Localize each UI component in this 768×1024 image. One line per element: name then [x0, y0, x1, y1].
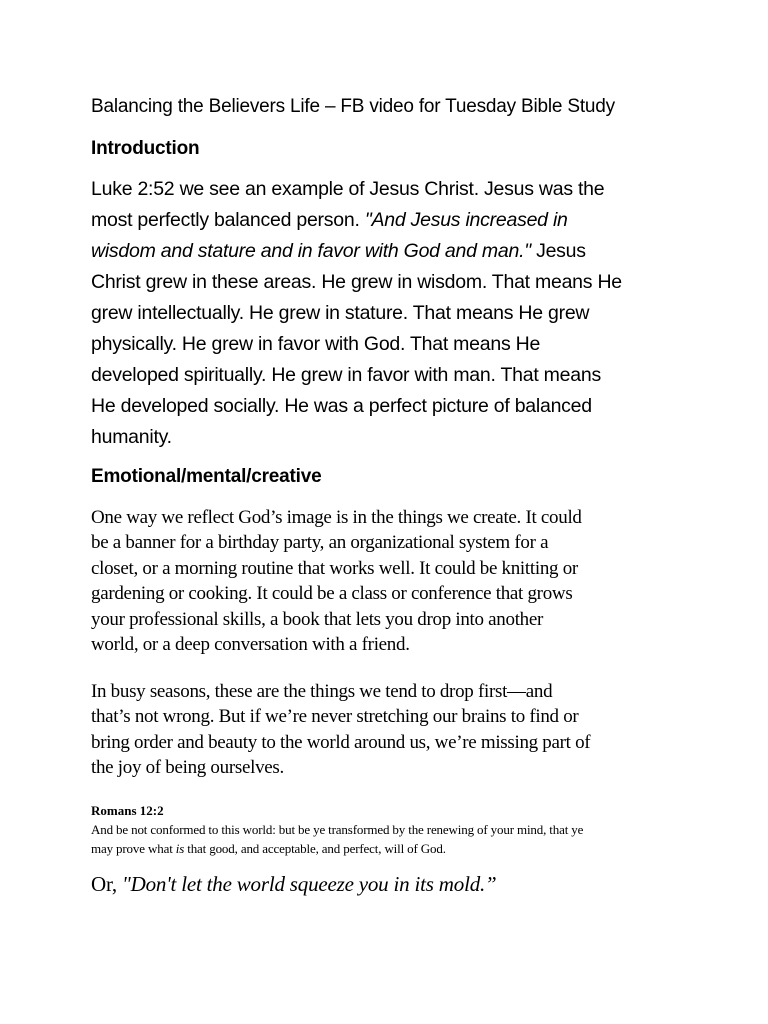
paragraph-line: your professional skills, a book that lets you drop into another [91, 608, 544, 630]
emotional-heading: Emotional/mental/creative [91, 466, 322, 487]
busy-seasons-paragraph [91, 679, 691, 781]
intro-line: developed spiritually. He grew in favor with man. That means [91, 364, 601, 386]
paragraph-line: the joy of being ourselves. [91, 757, 284, 779]
verse-line: And be not conformed to this world: but be ye transformed by the renewing of your mind, that ye [91, 822, 584, 837]
paragraph-line: gardening or cooking. It could be a class or conference that grows [91, 583, 573, 605]
introduction-heading: Introduction [91, 138, 200, 159]
creative-paragraph [91, 505, 691, 657]
verse-text [91, 820, 691, 858]
intro-line: Luke 2:52 we see an example of Jesus Christ. Jesus was the [91, 178, 605, 200]
intro-line: Christ grew in these areas. He grew in wisdom. That means He [91, 271, 622, 293]
verse-line: may prove what is that good, and acceptable, and perfect, will of God. [91, 841, 446, 856]
intro-line: humanity. [91, 426, 172, 448]
verse-reference: Romans 12:2 [91, 803, 164, 818]
closing-prefix: Or, [91, 872, 123, 896]
intro-line: physically. He grew in favor with God. That means He [91, 333, 541, 355]
verse-italic-word: is [175, 841, 185, 856]
paragraph-line: In busy seasons, these are the things we tend to drop first—and [91, 681, 553, 702]
closing-quote [91, 872, 497, 897]
scripture-quote: wisdom and stature and in favor with God and man." [91, 240, 531, 262]
introduction-paragraph [91, 174, 691, 453]
paragraph-line: be a banner for a birthday party, an organizational system for a [91, 532, 549, 554]
intro-line: grew intellectually. He grew in stature. That means He grew [91, 302, 590, 324]
paragraph-line: that’s not wrong. But if we’re never stretching our brains to find or [91, 706, 579, 728]
paragraph-line: closet, or a morning routine that works well. It could be knitting or [91, 557, 578, 579]
paragraph-line: One way we reflect God’s image is in the things we create. It could [91, 507, 582, 528]
intro-line: wisdom and stature and in favor with God and man." Jesus [91, 240, 586, 262]
intro-line: He developed socially. He was a perfect picture of balanced [91, 395, 592, 417]
paragraph-line: bring order and beauty to the world around us, we’re missing part of [91, 731, 591, 753]
intro-line: most perfectly balanced person. "And Jesus increased in [91, 209, 568, 231]
paragraph-line: world, or a deep conversation with a friend. [91, 634, 410, 656]
closing-quote-text: "Don't let the world squeeze you in its mold.” [122, 872, 497, 896]
scripture-quote: "And Jesus increased in [364, 209, 568, 231]
document-title: Balancing the Believers Life – FB video for Tuesday Bible Study [91, 96, 615, 117]
